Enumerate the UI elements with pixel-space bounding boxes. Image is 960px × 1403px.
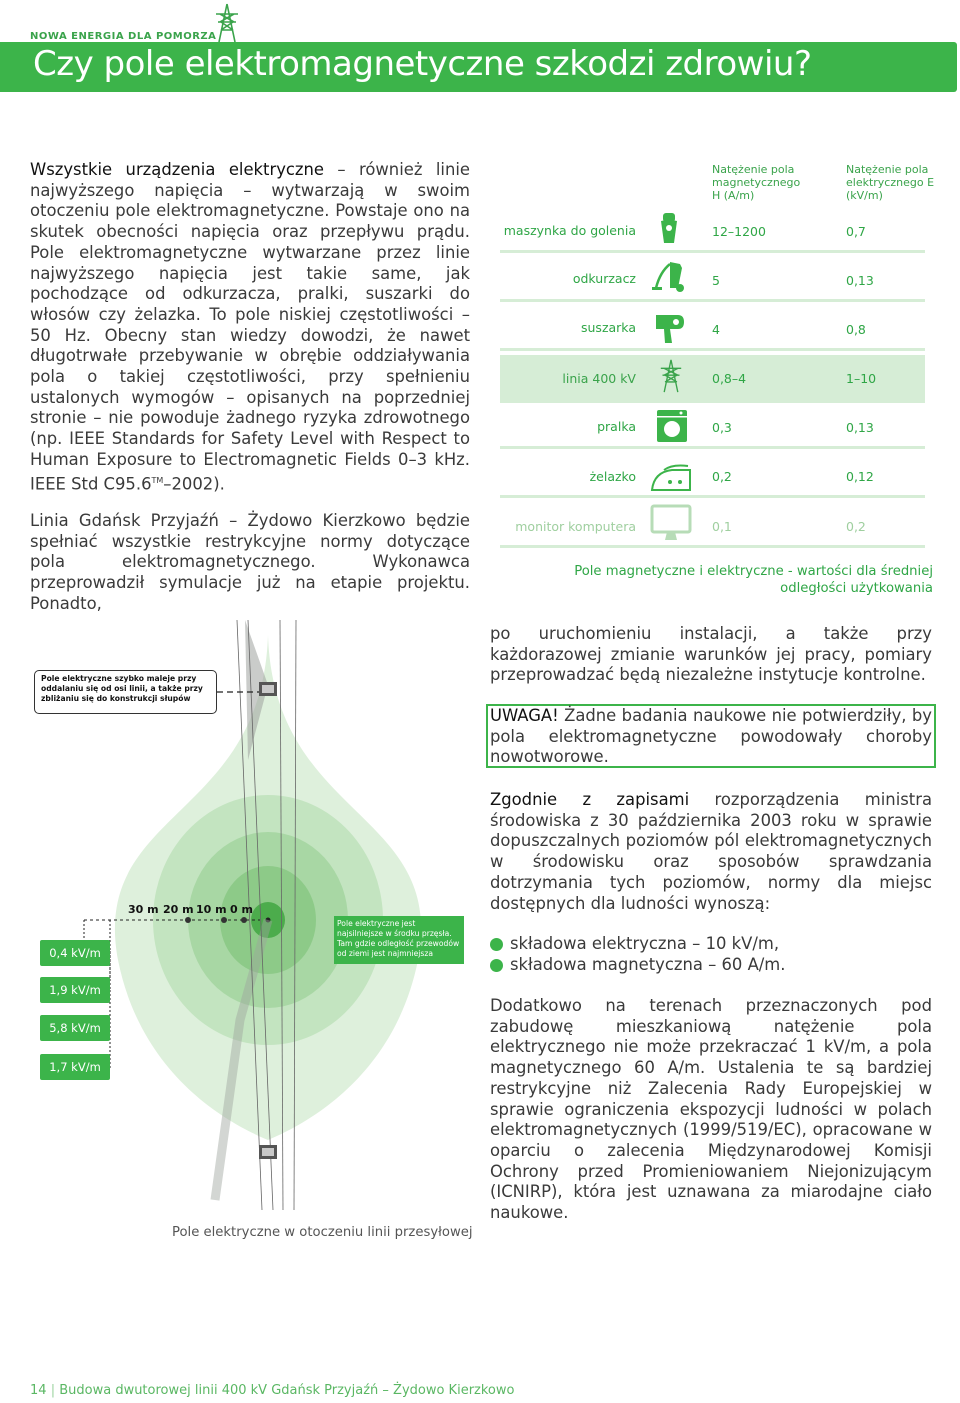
distance-label: 20 m bbox=[163, 903, 194, 916]
field-value-badge: 1,9 kV/m bbox=[40, 977, 110, 1003]
row-separator bbox=[500, 250, 925, 253]
page-footer: 14 | Budowa dwutorowej linii 400 kV Gdańsk Przyjaźń – Żydowo Kierzkowo bbox=[30, 1383, 515, 1398]
column-header-magnetic: Natężenie pola magnetycznego H (A/m) bbox=[712, 163, 801, 202]
distance-label: 10 m bbox=[196, 903, 227, 916]
list-item: składowa magnetyczna – 60 A/m. bbox=[490, 955, 932, 976]
electric-value: 0,13 bbox=[846, 420, 874, 435]
field-value-badge: 5,8 kV/m bbox=[40, 1015, 110, 1041]
brand-tagline: NOWA ENERGIA DLA POMORZA bbox=[30, 31, 217, 42]
intro-paragraph: Wszystkie urządzenia elektryczne – również linie najwyższego napięcia – wytwarzają w swoim otoczeniu pole elektromagnetyczne. Powstaje ono na skutek obecności napięcia oraz przepływu prądu. Pole elektromagnetyczne wytwarzane przez linie najwyższego napięcia jest takie same, jak pochodzące od odkurzacza, pralki, suszarki do włosów czy żelazka. To pole niskiej częstotliwości – 50 Hz. Obecny stan wiedzy dowodzi, że nawet długotrwałe przebywanie w obrębie oddziaływania pola o takiej częstotliwości, przy spełnieniu ustalonych wymogów – opisanych na poprzedniej stronie – nie powoduje żadnego ryzyka zdrowotnego (np. IEEE Standards for Safety Level with Respect to Human Exposure to Electromagnetic Fields 0–3 kHz. IEEE Std C95.6™–2002). bbox=[30, 160, 470, 494]
magnetic-value: 5 bbox=[712, 273, 720, 288]
diagram-caption: Pole elektryczne w otoczeniu linii przesyłowej bbox=[172, 1225, 473, 1240]
column-header-electric: Natężenie pola elektrycznego E (kV/m) bbox=[846, 163, 935, 202]
magnetic-value: 0,2 bbox=[712, 469, 732, 484]
electric-value: 0,13 bbox=[846, 273, 874, 288]
shaver-icon bbox=[652, 211, 686, 245]
row-separator bbox=[500, 299, 925, 302]
monitor-icon bbox=[650, 504, 692, 544]
residential-paragraph: Dodatkowo na terenach przeznaczonych pod zabudowę mieszkaniową natężenie pola elektrycznego nie może przekraczać 1 kV/m, a pola magnetycznego 60 A/m. Ustalenia te są bardziej restrykcyjne niż Zalecenia Rady Europejskiej w sprawie ograniczenia ekspozycji ludności w polach elektromagnetycznych (1999/519/EC), opracowane w oparciu o zalecenia Międzynarodowej Komisji Ochrony przed Promieniowaniem Niejonizującym (ICNIRP), która jest uznawana za miarodajne ciało naukowe. bbox=[490, 996, 932, 1223]
row-separator bbox=[500, 446, 925, 449]
callout-field-decrease: Pole elektryczne szybko maleje przy oddalaniu się od osi linii, a także przy zbliżaniu się do konstrukcji słupów bbox=[34, 670, 217, 714]
callout-field-strongest: Pole elektryczne jest najsilniejsze w środku przęsła. Tam gdzie odległość przewodów od ziemi jest najmniejsza bbox=[334, 916, 464, 964]
row-separator bbox=[500, 348, 925, 351]
pylon-logo-icon bbox=[212, 2, 242, 42]
magnetic-value: 0,8–4 bbox=[712, 371, 747, 386]
footer-title: Budowa dwutorowej linii 400 kV Gdańsk Przyjaźń – Żydowo Kierzkowo bbox=[59, 1383, 515, 1398]
magnetic-value: 4 bbox=[712, 322, 720, 337]
row-label: pralka bbox=[597, 419, 636, 434]
washing-machine-icon bbox=[655, 409, 689, 443]
electric-value: 0,2 bbox=[846, 519, 866, 534]
field-value-badge: 1,7 kV/m bbox=[40, 1054, 110, 1080]
page-title: Czy pole elektromagnetyczne szkodzi zdrowiu? bbox=[33, 44, 812, 84]
electric-value: 0,12 bbox=[846, 469, 874, 484]
page-number: 14 bbox=[30, 1383, 47, 1398]
row-label: linia 400 kV bbox=[562, 371, 636, 386]
table-caption: Pole magnetyczne i elektryczne - wartości dla średniej odległości użytkowania bbox=[574, 564, 933, 596]
row-label: maszynka do golenia bbox=[503, 223, 636, 238]
magnetic-value: 0,1 bbox=[712, 519, 732, 534]
monitoring-paragraph: po uruchomieniu instalacji, a także przy każdorazowej zmianie warunków jej pracy, pomiary przeprowadzać będą niezależne instytucje kontrolne. bbox=[490, 624, 932, 685]
distance-label: 30 m bbox=[128, 903, 159, 916]
pylon-icon bbox=[654, 359, 688, 393]
magnetic-value: 12–1200 bbox=[712, 224, 766, 239]
row-label: żelazko bbox=[589, 469, 636, 484]
field-value-badge: 0,4 kV/m bbox=[40, 940, 110, 966]
project-paragraph: Linia Gdańsk Przyjaźń – Żydowo Kierzkowo będzie spełniać wszystkie restrykcyjne normy dotyczące pola elektromagnetycznego. Wykonawca przeprowadził symulacje już na etapie projektu. Ponadto, bbox=[30, 511, 470, 613]
warning-paragraph: UWAGA! Żadne badania naukowe nie potwierdziły, by pola elektromagnetyczne powodowały choroby nowotworowe. bbox=[490, 706, 932, 767]
electric-value: 1–10 bbox=[846, 371, 877, 386]
row-separator bbox=[500, 545, 925, 548]
magnetic-value: 0,3 bbox=[712, 420, 732, 435]
row-separator bbox=[500, 495, 925, 498]
electric-value: 0,7 bbox=[846, 224, 866, 239]
regulation-paragraph: Zgodnie z zapisami rozporządzenia ministra środowiska z 30 października 2003 roku w sprawie dopuszczalnych poziomów pól elektromagnetycznych w środowisku oraz sposobów sprawdzania dotrzymania tych poziomów, normy dla miejsc dostępnych dla ludności wynoszą: bbox=[490, 790, 932, 913]
bullet-icon bbox=[490, 938, 503, 951]
distance-label: 0 m bbox=[230, 903, 253, 916]
hair-dryer-icon bbox=[652, 309, 686, 343]
vacuum-icon bbox=[652, 258, 686, 292]
row-label: odkurzacz bbox=[572, 271, 636, 286]
row-label: monitor komputera bbox=[515, 519, 636, 534]
bullet-icon bbox=[490, 959, 503, 972]
row-label: suszarka bbox=[581, 320, 636, 335]
norms-list bbox=[490, 934, 932, 975]
iron-icon bbox=[650, 460, 692, 494]
electric-value: 0,8 bbox=[846, 322, 866, 337]
list-item: składowa elektryczna – 10 kV/m, bbox=[490, 934, 932, 955]
